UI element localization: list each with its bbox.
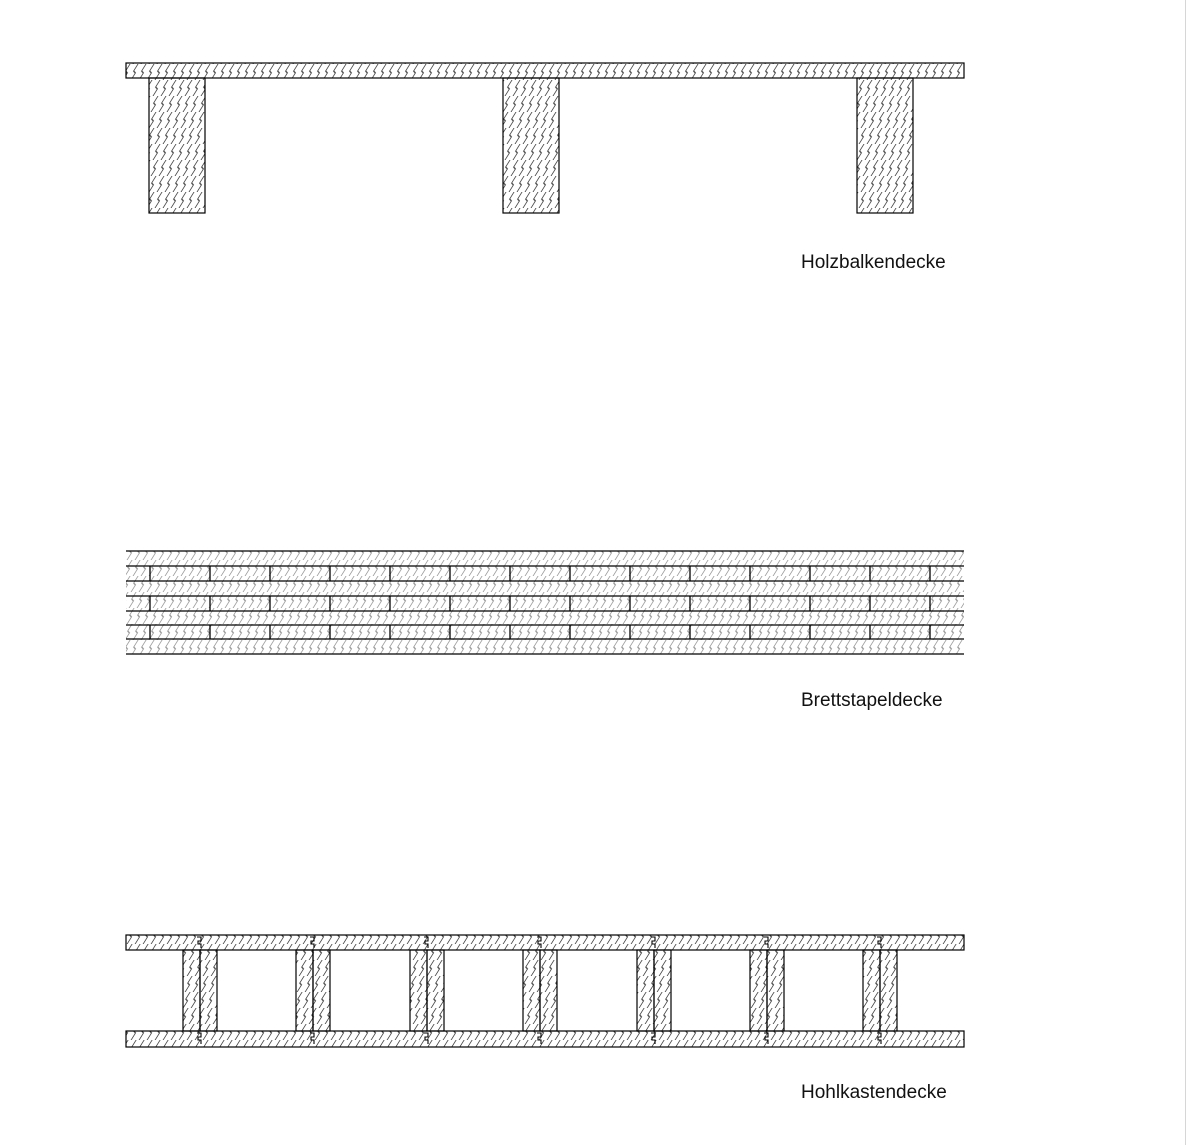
board-layer	[126, 581, 964, 596]
holzbalkendecke-section	[126, 63, 964, 213]
beam	[149, 78, 205, 213]
beam	[503, 78, 559, 213]
web	[750, 937, 784, 1044]
board-layer	[126, 566, 964, 581]
hohlkastendecke-section	[126, 935, 964, 1047]
web	[637, 937, 671, 1044]
caption-brettstapeldecke: Brettstapeldecke	[801, 690, 943, 711]
caption-holzbalkendecke: Holzbalkendecke	[801, 252, 946, 273]
top-layer	[126, 551, 964, 566]
web	[863, 937, 897, 1044]
top-board	[126, 63, 964, 78]
brettstapeldecke-section	[126, 551, 964, 654]
beam	[857, 78, 913, 213]
bottom-layer	[126, 639, 964, 654]
board-layer	[126, 596, 964, 611]
top-flange	[126, 935, 964, 950]
bottom-flange	[126, 1031, 964, 1047]
web	[410, 937, 444, 1044]
web	[523, 937, 557, 1044]
web	[183, 937, 217, 1044]
board-layer	[126, 625, 964, 639]
board-layer	[126, 611, 964, 625]
caption-hohlkastendecke: Hohlkastendecke	[801, 1082, 947, 1103]
web	[296, 937, 330, 1044]
